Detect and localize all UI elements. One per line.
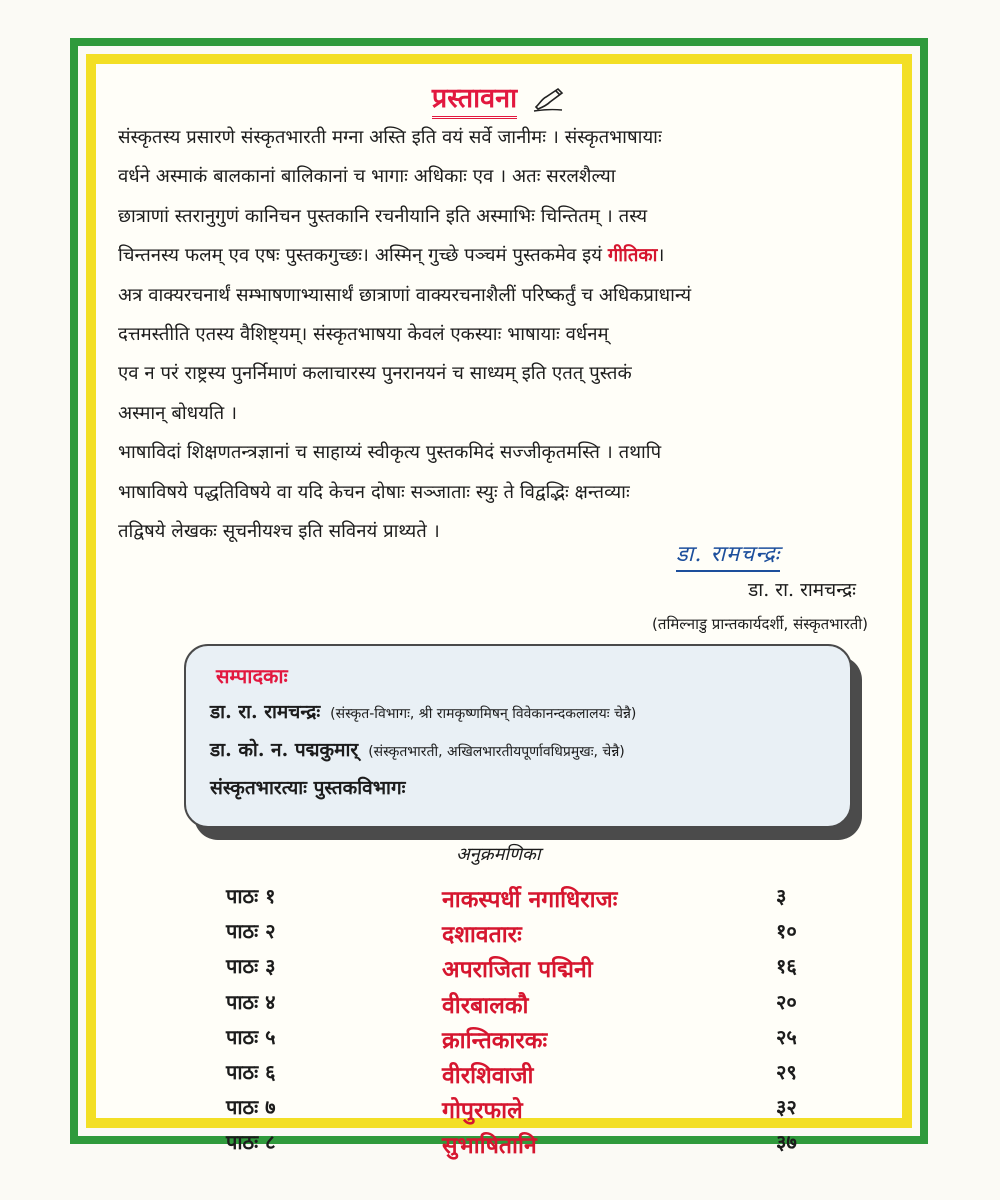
- intro-line-text: भाषाविदां शिक्षणतन्त्रज्ञानां च साहाय्यं स्वीकृत्य पुस्तकमिदं सज्जीकृतमस्ति । तथापि: [118, 442, 662, 464]
- toc-lesson-number: पाठः ५: [226, 1024, 276, 1049]
- toc-lesson-number: पाठः ८: [226, 1130, 276, 1155]
- toc-heading: अनुक्रमणिका: [456, 844, 541, 865]
- toc-lesson-title: अपराजिता पद्मिनी: [442, 956, 593, 984]
- intro-line-text: अत्र वाक्यरचनार्थं सम्भाषणाभ्यासार्थं छात्राणां वाक्यरचनाशैलीं परिष्कर्तुं च अधिकप्राधान्यं: [118, 284, 692, 306]
- intro-line: [118, 276, 918, 315]
- toc-row: [96, 917, 938, 953]
- introduction-text: [118, 118, 918, 551]
- title-wrap: [96, 82, 902, 119]
- toc-lesson-number: पाठः ६: [226, 1060, 276, 1084]
- editor-row: [210, 698, 636, 724]
- intro-line-text: भाषाविषये पद्धतिविषये वा यदि केचन दोषाः सञ्जाताः स्युः ते विद्वद्भिः क्षन्तव्याः: [118, 481, 630, 503]
- toc-lesson-title: वीरशिवाजी: [442, 1062, 534, 1089]
- intro-line-text: तद्विषये लेखकः सूचनीयश्च इति सविनयं प्राथ्यते ।: [118, 521, 440, 543]
- intro-line: [118, 315, 918, 354]
- editors-heading: सम्पादकाः: [216, 664, 288, 688]
- toc-lesson-number: पाठः ७: [226, 1095, 276, 1120]
- signatory-role: (तमिल्नाडु प्रान्तकार्यदर्शी, संस्कृतभारती): [652, 615, 868, 633]
- toc-page-number: ३: [776, 884, 787, 908]
- toc-lesson-number: पाठः ३: [226, 954, 276, 979]
- intro-line: [118, 197, 918, 236]
- toc-row: [96, 1093, 938, 1129]
- toc-row: [96, 1128, 938, 1164]
- toc-page-number: १०: [776, 919, 797, 944]
- page-frame-inner: [86, 54, 912, 1160]
- toc-lesson-title: सुभाषितानि: [442, 1132, 537, 1160]
- book-title-highlight: गीतिका: [607, 245, 658, 267]
- toc-lesson-title: गोपुरफाले: [442, 1097, 523, 1125]
- toc-page-number: २९: [776, 1060, 797, 1084]
- toc-page-number: २५: [776, 1024, 797, 1049]
- toc-lesson-number: पाठः २: [226, 919, 276, 944]
- intro-line-text: वर्धने अस्माकं बालकानां बालिकानां च भागाः अधिकाः एव । अतः सरलशैल्या: [118, 166, 616, 188]
- page-frame-outer: [70, 38, 928, 1160]
- editor-name: डा. रा. रामचन्द्रः: [210, 701, 321, 723]
- signatory-name: डा. रा. रामचन्द्रः: [748, 579, 856, 601]
- editor-name: संस्कृतभारत्याः पुस्तकविभागः: [210, 777, 406, 799]
- toc-row: [96, 882, 938, 918]
- intro-line: [118, 433, 918, 472]
- intro-line-text: छात्राणां स्तरानुगुणं कानिचन पुस्तकानि रचनीयानि इति अस्माभिः चिन्तितम् । तस्य: [118, 205, 648, 227]
- editor-note: (संस्कृतभारती, अखिलभारतीयपूर्णावधिप्रमुखः, चेन्नै): [368, 744, 625, 760]
- editor-row: [210, 774, 406, 800]
- toc-page-number: ३२: [776, 1095, 797, 1120]
- toc-page-number: २०: [776, 989, 797, 1014]
- toc-row: [96, 1058, 938, 1094]
- editor-name: डा. को. न. पद्मकुमार्: [210, 739, 359, 761]
- page-title: प्रस्तावना: [432, 82, 517, 119]
- intro-line-text: चिन्तनस्य फलम् एव एषः पुस्तकगुच्छः। अस्मिन् गुच्छे पञ्चमं पुस्तकमेव इयं: [118, 245, 608, 267]
- toc-page-number: ३७: [776, 1130, 797, 1155]
- editors-box: [184, 644, 852, 828]
- intro-line-text: संस्कृतस्य प्रसारणे संस्कृतभारती मग्ना अस्ति इति वयं सर्वे जानीमः । संस्कृतभाषायाः: [118, 127, 662, 148]
- toc-lesson-number: पाठः ४: [226, 989, 276, 1014]
- toc-lesson-title: वीरबालकौ: [442, 991, 529, 1019]
- intro-line-text: दत्तमस्तीति एतस्य वैशिष्ट्यम्। संस्कृतभाषया केवलं एकस्याः भाषायाः वर्धनम्: [118, 324, 609, 346]
- intro-line: [118, 394, 918, 433]
- toc-lesson-title: नाकस्पर्धी नगाधिराजः: [442, 886, 618, 913]
- toc-row: [96, 988, 938, 1024]
- intro-line: [118, 236, 918, 275]
- editor-note: (संस्कृत-विभागः, श्री रामकृष्णमिषन् विवेकानन्दकलालयः चेन्नै): [330, 706, 637, 722]
- intro-line: [118, 118, 918, 157]
- toc-row: [96, 952, 938, 988]
- intro-line-end: ।: [657, 245, 665, 267]
- toc-lesson-number: पाठः १: [226, 884, 276, 908]
- toc-lesson-title: क्रान्तिकारकः: [442, 1026, 548, 1054]
- toc-page-number: १६: [776, 954, 797, 979]
- toc-row: [96, 1023, 938, 1059]
- editor-row: [210, 736, 625, 762]
- writing-hand-icon: [532, 85, 566, 117]
- intro-line-text: एव न परं राष्ट्रस्य पुनर्निमाणं कलाचारस्य पुनरानयनं च साध्यम् इति एतत् पुस्तकं: [118, 363, 632, 385]
- toc-lesson-title: दशावतारः: [442, 921, 522, 949]
- handwritten-signature: डा. रामचन्द्रः: [676, 540, 780, 572]
- intro-line-text: अस्मान् बोधयति ।: [118, 402, 238, 424]
- intro-line: [118, 354, 918, 393]
- intro-line: [118, 473, 918, 512]
- intro-line: [118, 157, 918, 196]
- intro-line: [118, 512, 918, 551]
